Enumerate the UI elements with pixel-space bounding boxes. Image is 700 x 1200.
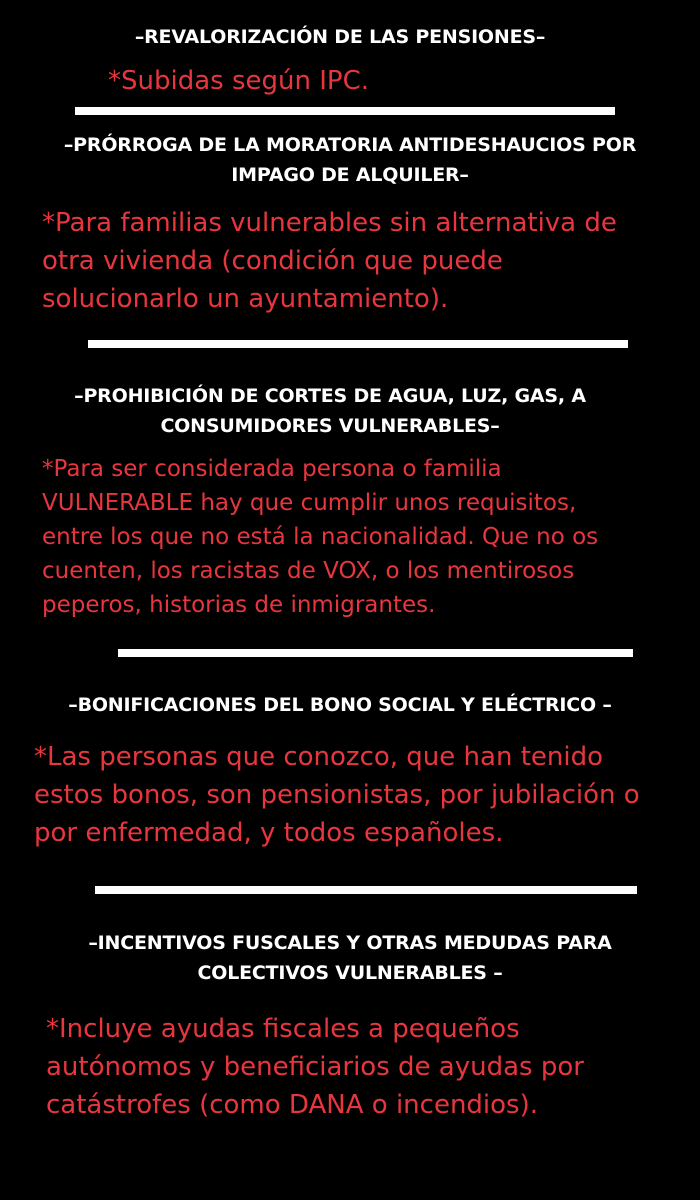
section-4-heading: –BONIFICACIONES DEL BONO SOCIAL Y ELÉCTRICO – <box>68 694 612 716</box>
section-4-body: *Las personas que conozco, que han tenido estos bonos, son pensionistas, por jubilación o por enfermedad, y todos españoles. <box>34 742 640 848</box>
section-1-heading: –REVALORIZACIÓN DE LAS PENSIONES– <box>134 26 546 48</box>
divider-2 <box>88 340 628 348</box>
section-2-heading: –PRÓRROGA DE LA MORATORIA ANTIDESHAUCIOS POR IMPAGO DE ALQUILER– <box>63 134 637 186</box>
section-3-heading: –PROHIBICIÓN DE CORTES DE AGUA, LUZ, GAS, A CONSUMIDORES VULNERABLES– <box>74 385 586 437</box>
divider-1 <box>75 107 615 115</box>
section-2-body: *Para familias vulnerables sin alternativa de otra vivienda (condición que puede solucionarlo un ayuntamiento). <box>42 208 617 314</box>
divider-3 <box>118 649 633 657</box>
section-1-body: *Subidas según IPC. <box>108 66 369 96</box>
divider-4 <box>95 886 637 894</box>
section-5-heading: –INCENTIVOS FUSCALES Y OTRAS MEDUDAS PARA COLECTIVOS VULNERABLES – <box>88 932 612 984</box>
section-3-body: *Para ser considerada persona o familia VULNERABLE hay que cumplir unos requisitos, entre los que no está la nacionalidad. Que no os cuenten, los racistas de VOX, o los mentirosos peperos, historias de inmigrantes. <box>42 456 599 618</box>
section-5-body: *Incluye ayudas fiscales a pequeños autónomos y beneficiarios de ayudas por catástrofes (como DANA o incendios). <box>46 1014 584 1120</box>
